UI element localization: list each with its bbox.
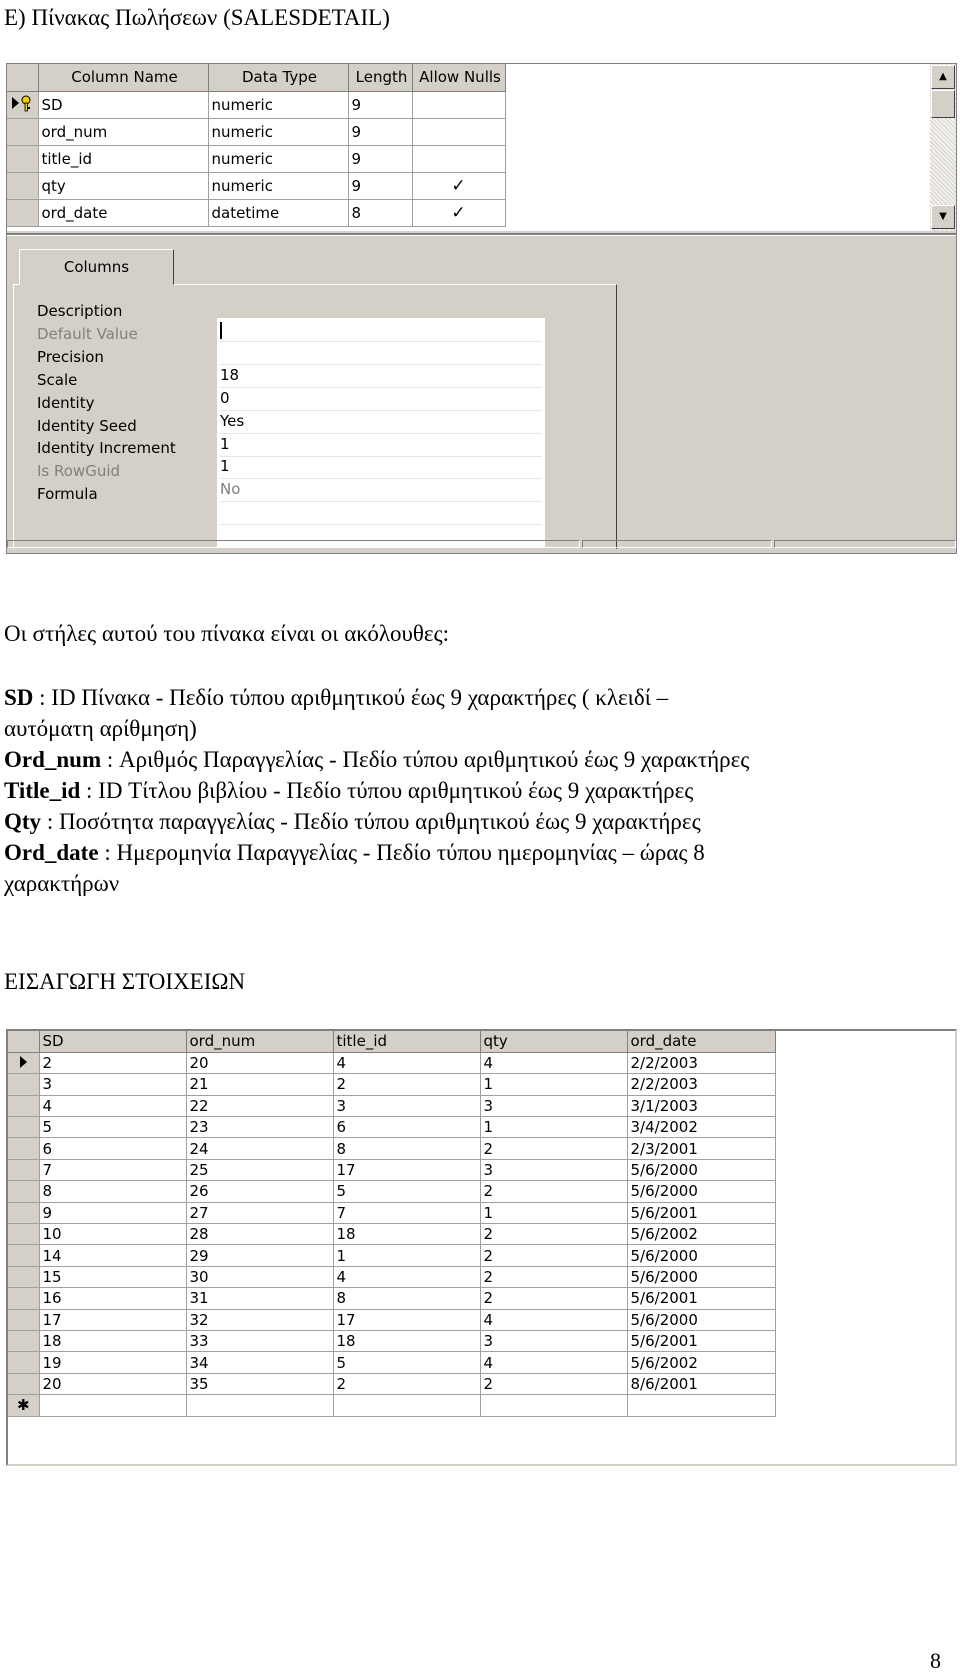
definition-text: αυτόματη αρίθμηση)	[4, 716, 197, 741]
title-id-cell[interactable]: 8	[333, 1288, 480, 1309]
table-row[interactable]	[8, 1266, 775, 1287]
property-label: Is RowGuid	[37, 462, 121, 481]
definition-line	[4, 837, 749, 868]
row-selector[interactable]	[8, 1181, 39, 1202]
qty-cell[interactable]: 2	[480, 1373, 627, 1394]
scroll-up-icon[interactable]: ▲	[931, 65, 955, 89]
row-selector[interactable]	[7, 199, 38, 226]
sd-cell[interactable]: 4	[39, 1095, 186, 1116]
vertical-scrollbar[interactable]	[930, 64, 956, 231]
allow-nulls-checkbox[interactable]: ✓	[412, 172, 505, 199]
column-name-cell[interactable]: ord_date	[38, 199, 208, 226]
property-value[interactable]: Yes	[220, 410, 542, 434]
property-label: Identity Seed	[37, 416, 137, 435]
property-value[interactable]: 18	[220, 364, 542, 388]
definition-term: Ord_date	[4, 840, 99, 865]
row-selector[interactable]	[8, 1352, 39, 1373]
property-label: Description	[37, 302, 123, 320]
sd-cell[interactable]: 8	[39, 1181, 186, 1202]
qty-cell[interactable]: 2	[480, 1224, 627, 1245]
ord-date-cell[interactable]: 5/6/2001	[627, 1330, 775, 1351]
column-definitions	[4, 682, 749, 899]
sd-cell[interactable]: 5	[39, 1117, 186, 1138]
definition-term: Title_id	[4, 778, 81, 803]
qty-cell[interactable]: 3	[480, 1330, 627, 1351]
property-label: Scale	[37, 370, 78, 389]
ord-date-cell[interactable]: 5/6/2000	[627, 1159, 775, 1180]
column-row[interactable]	[7, 118, 505, 145]
title-id-cell[interactable]: 1	[333, 1245, 480, 1266]
empty-cell[interactable]	[39, 1395, 186, 1416]
ord-num-cell[interactable]: 27	[186, 1202, 333, 1223]
ord-num-cell[interactable]: 23	[186, 1117, 333, 1138]
sd-cell[interactable]: 17	[39, 1309, 186, 1330]
definition-text: χαρακτήρων	[4, 871, 120, 896]
property-value[interactable]	[220, 318, 542, 342]
sd-cell[interactable]: 3	[39, 1074, 186, 1095]
column-row[interactable]	[7, 145, 505, 172]
ord-date-cell[interactable]: 3/4/2002	[627, 1117, 775, 1138]
sd-cell[interactable]: 6	[39, 1138, 186, 1159]
allow-nulls-checkbox[interactable]	[412, 91, 505, 118]
empty-cell[interactable]	[627, 1395, 775, 1416]
definition-line	[4, 744, 749, 775]
row-selector[interactable]	[8, 1074, 39, 1095]
ord-num-cell[interactable]: 35	[186, 1373, 333, 1394]
scroll-down-icon[interactable]: ▼	[931, 205, 955, 229]
ord-date-cell[interactable]: 5/6/2000	[627, 1245, 775, 1266]
qty-cell[interactable]: 3	[480, 1159, 627, 1180]
table-row[interactable]	[8, 1352, 775, 1373]
ord-num-cell[interactable]: 33	[186, 1330, 333, 1351]
title-id-cell[interactable]: 17	[333, 1309, 480, 1330]
row-selector[interactable]	[8, 1309, 39, 1330]
definition-line	[4, 806, 749, 837]
property-label: Precision	[37, 347, 104, 366]
ord-date-cell[interactable]: 8/6/2001	[627, 1373, 775, 1394]
qty-cell[interactable]: 4	[480, 1309, 627, 1330]
new-row-icon[interactable]: ✱	[8, 1395, 39, 1416]
empty-cell[interactable]	[186, 1395, 333, 1416]
ord-num-cell[interactable]: 24	[186, 1138, 333, 1159]
allow-nulls-checkbox[interactable]	[412, 118, 505, 145]
header-ord-date[interactable]: ord_date	[627, 1031, 775, 1052]
ord-num-cell[interactable]: 22	[186, 1095, 333, 1116]
section-heading: Ε) Πίνακας Πωλήσεων (SALESDETAIL)	[4, 5, 390, 30]
empty-cell[interactable]	[480, 1395, 627, 1416]
table-row[interactable]	[8, 1074, 775, 1095]
header-allow-nulls[interactable]: Allow Nulls	[412, 64, 505, 91]
title-id-cell[interactable]: 4	[333, 1266, 480, 1287]
property-value[interactable]: 0	[220, 387, 542, 411]
data-type-cell[interactable]: datetime	[208, 199, 348, 226]
length-cell[interactable]: 9	[348, 145, 412, 172]
table-row[interactable]	[8, 1181, 775, 1202]
sd-cell[interactable]: 2	[39, 1052, 186, 1073]
property-label: Default Value	[37, 324, 138, 343]
header-sd[interactable]: SD	[39, 1031, 186, 1052]
column-row[interactable]	[7, 172, 505, 199]
length-cell[interactable]: 9	[348, 118, 412, 145]
definition-line	[4, 682, 749, 713]
data-type-cell[interactable]: numeric	[208, 118, 348, 145]
sd-cell[interactable]: 18	[39, 1330, 186, 1351]
title-id-cell[interactable]: 8	[333, 1138, 480, 1159]
page-number: 8	[930, 1648, 941, 1673]
qty-cell[interactable]: 4	[480, 1352, 627, 1373]
header-title-id[interactable]: title_id	[333, 1031, 480, 1052]
row-selector[interactable]	[7, 118, 38, 145]
row-selector[interactable]	[8, 1224, 39, 1245]
sd-cell[interactable]: 15	[39, 1266, 186, 1287]
empty-cell[interactable]	[333, 1395, 480, 1416]
data-type-cell[interactable]: numeric	[208, 145, 348, 172]
table-row[interactable]	[8, 1330, 775, 1351]
row-selector[interactable]	[8, 1288, 39, 1309]
length-cell[interactable]: 9	[348, 91, 412, 118]
ord-num-cell[interactable]: 30	[186, 1266, 333, 1287]
ord-date-cell[interactable]: 5/6/2000	[627, 1309, 775, 1330]
title-id-cell[interactable]: 5	[333, 1181, 480, 1202]
table-row[interactable]	[8, 1245, 775, 1266]
qty-cell[interactable]: 2	[480, 1245, 627, 1266]
ord-num-cell[interactable]: 29	[186, 1245, 333, 1266]
table-row[interactable]	[8, 1138, 775, 1159]
ord-date-cell[interactable]: 3/1/2003	[627, 1095, 775, 1116]
property-value	[220, 341, 542, 365]
column-name-cell[interactable]: qty	[38, 172, 208, 199]
definition-term: SD	[4, 685, 34, 710]
ord-num-cell[interactable]: 31	[186, 1288, 333, 1309]
definition-text: : Αριθμός Παραγγελίας - Πεδίο τύπου αριθμητικού έως 9 χαρακτήρες	[101, 747, 750, 772]
column-grid	[7, 64, 930, 231]
data-entry-title: ΕΙΣΑΓΩΓΗ ΣΤΟΙΧΕΙΩΝ	[4, 969, 246, 994]
data-grid-window	[6, 1029, 957, 1466]
row-selector[interactable]	[8, 1330, 39, 1351]
qty-cell[interactable]: 1	[480, 1074, 627, 1095]
ord-num-cell[interactable]: 21	[186, 1074, 333, 1095]
tab-columns[interactable]: Columns	[19, 249, 174, 285]
definition-line	[4, 713, 749, 744]
qty-cell[interactable]: 1	[480, 1117, 627, 1138]
property-label: Formula	[37, 485, 98, 504]
ord-date-cell[interactable]: 2/2/2003	[627, 1052, 775, 1073]
title-id-cell[interactable]: 18	[333, 1224, 480, 1245]
ord-num-cell[interactable]: 28	[186, 1224, 333, 1245]
title-id-cell[interactable]: 7	[333, 1202, 480, 1223]
title-id-cell[interactable]: 4	[333, 1052, 480, 1073]
definition-text: : ID Τίτλου βιβλίου - Πεδίο τύπου αριθμητικού έως 9 χαρακτήρες	[80, 778, 694, 803]
table-row[interactable]	[8, 1202, 775, 1223]
table-row[interactable]	[8, 1224, 775, 1245]
row-selector[interactable]	[8, 1138, 39, 1159]
ord-num-cell[interactable]: 20	[186, 1052, 333, 1073]
allow-nulls-checkbox[interactable]	[412, 145, 505, 172]
row-selector[interactable]	[8, 1159, 39, 1180]
qty-cell[interactable]: 2	[480, 1181, 627, 1202]
table-row[interactable]	[8, 1095, 775, 1116]
ord-date-cell[interactable]: 5/6/2000	[627, 1181, 775, 1202]
definition-term: Qty	[4, 809, 42, 834]
header-qty[interactable]: qty	[480, 1031, 627, 1052]
sd-cell[interactable]: 10	[39, 1224, 186, 1245]
column-row[interactable]	[7, 91, 505, 118]
title-id-cell[interactable]: 17	[333, 1159, 480, 1180]
property-label: Identity	[37, 393, 95, 412]
property-label: Identity Increment	[37, 439, 176, 458]
text-caret	[220, 322, 222, 339]
title-id-cell[interactable]: 5	[333, 1352, 480, 1373]
qty-cell[interactable]: 4	[480, 1052, 627, 1073]
qty-cell[interactable]: 1	[480, 1202, 627, 1223]
definition-line	[4, 775, 749, 806]
property-values	[217, 318, 545, 548]
qty-cell[interactable]: 2	[480, 1138, 627, 1159]
title-id-cell[interactable]: 2	[333, 1074, 480, 1095]
row-selector[interactable]	[8, 1266, 39, 1287]
ord-date-cell[interactable]: 5/6/2002	[627, 1224, 775, 1245]
definition-text: : Ημερομηνία Παραγγελίας - Πεδίο τύπου ημερομηνίας – ώρας 8	[98, 840, 705, 865]
row-selector[interactable]	[7, 172, 38, 199]
qty-cell[interactable]: 2	[480, 1266, 627, 1287]
data-type-cell[interactable]: numeric	[208, 91, 348, 118]
row-selector[interactable]	[8, 1117, 39, 1138]
row-selector[interactable]	[8, 1373, 39, 1394]
ord-num-cell[interactable]: 26	[186, 1181, 333, 1202]
sd-cell[interactable]: 20	[39, 1373, 186, 1394]
ord-num-cell[interactable]: 25	[186, 1159, 333, 1180]
row-selector-header	[7, 64, 38, 91]
column-row[interactable]	[7, 199, 505, 226]
column-name-cell[interactable]: title_id	[38, 145, 208, 172]
definition-text: : Ποσότητα παραγγελίας - Πεδίο τύπου αριθμητικού έως 9 χαρακτήρες	[41, 809, 701, 834]
table-row[interactable]	[8, 1117, 775, 1138]
sd-cell[interactable]: 14	[39, 1245, 186, 1266]
splitter[interactable]	[7, 233, 956, 236]
header-column-name[interactable]: Column Name	[38, 64, 208, 91]
ord-date-cell[interactable]: 5/6/2000	[627, 1266, 775, 1287]
definition-line	[4, 868, 749, 899]
data-header-row	[8, 1031, 775, 1052]
columns-table	[7, 64, 506, 227]
row-selector[interactable]	[8, 1095, 39, 1116]
header-ord-num[interactable]: ord_num	[186, 1031, 333, 1052]
length-cell[interactable]: 9	[348, 172, 412, 199]
bottom-scrollbar	[7, 538, 956, 552]
property-value[interactable]	[220, 501, 542, 525]
sd-cell[interactable]: 9	[39, 1202, 186, 1223]
current-row-pointer-icon[interactable]	[8, 1052, 39, 1073]
table-row[interactable]	[8, 1159, 775, 1180]
table-row[interactable]	[8, 1288, 775, 1309]
qty-cell[interactable]: 3	[480, 1095, 627, 1116]
definition-text: : ID Πίνακα - Πεδίο τύπου αριθμητικού έως 9 χαρακτήρες ( κλειδί –	[33, 685, 669, 710]
row-selector[interactable]	[8, 1202, 39, 1223]
row-selector-header	[8, 1031, 39, 1052]
column-name-cell[interactable]: SD	[38, 91, 208, 118]
title-id-cell[interactable]: 3	[333, 1095, 480, 1116]
sd-cell[interactable]: 16	[39, 1288, 186, 1309]
property-value: No	[220, 478, 542, 502]
intro-text: Οι στήλες αυτού του πίνακα είναι οι ακόλουθες:	[4, 621, 450, 646]
length-cell[interactable]: 8	[348, 199, 412, 226]
data-type-cell[interactable]: numeric	[208, 172, 348, 199]
sd-cell[interactable]: 7	[39, 1159, 186, 1180]
data-table	[8, 1031, 776, 1417]
sd-cell[interactable]: 19	[39, 1352, 186, 1373]
columns-header-row	[7, 64, 505, 91]
table-row[interactable]	[8, 1309, 775, 1330]
ord-date-cell[interactable]: 5/6/2001	[627, 1202, 775, 1223]
property-value[interactable]: 1	[220, 433, 542, 457]
row-selector[interactable]	[8, 1245, 39, 1266]
ord-date-cell[interactable]: 5/6/2002	[627, 1352, 775, 1373]
row-selector[interactable]	[7, 145, 38, 172]
ord-date-cell[interactable]: 5/6/2001	[627, 1288, 775, 1309]
primary-key-icon[interactable]	[7, 91, 38, 118]
qty-cell[interactable]: 2	[480, 1288, 627, 1309]
ord-date-cell[interactable]: 2/2/2003	[627, 1074, 775, 1095]
ord-num-cell[interactable]: 32	[186, 1309, 333, 1330]
title-id-cell[interactable]: 18	[333, 1330, 480, 1351]
title-id-cell[interactable]: 6	[333, 1117, 480, 1138]
ord-num-cell[interactable]: 34	[186, 1352, 333, 1373]
table-row[interactable]	[8, 1373, 775, 1394]
scroll-thumb[interactable]	[931, 90, 955, 118]
header-length[interactable]: Length	[348, 64, 412, 91]
ord-date-cell[interactable]: 2/3/2001	[627, 1138, 775, 1159]
property-value[interactable]: 1	[220, 455, 542, 479]
header-data-type[interactable]: Data Type	[208, 64, 348, 91]
definition-term: Ord_num	[4, 747, 102, 772]
table-design-window	[6, 63, 957, 554]
allow-nulls-checkbox[interactable]: ✓	[412, 199, 505, 226]
column-name-cell[interactable]: ord_num	[38, 118, 208, 145]
table-row[interactable]	[8, 1052, 775, 1073]
title-id-cell[interactable]: 2	[333, 1373, 480, 1394]
new-row[interactable]	[8, 1395, 775, 1416]
